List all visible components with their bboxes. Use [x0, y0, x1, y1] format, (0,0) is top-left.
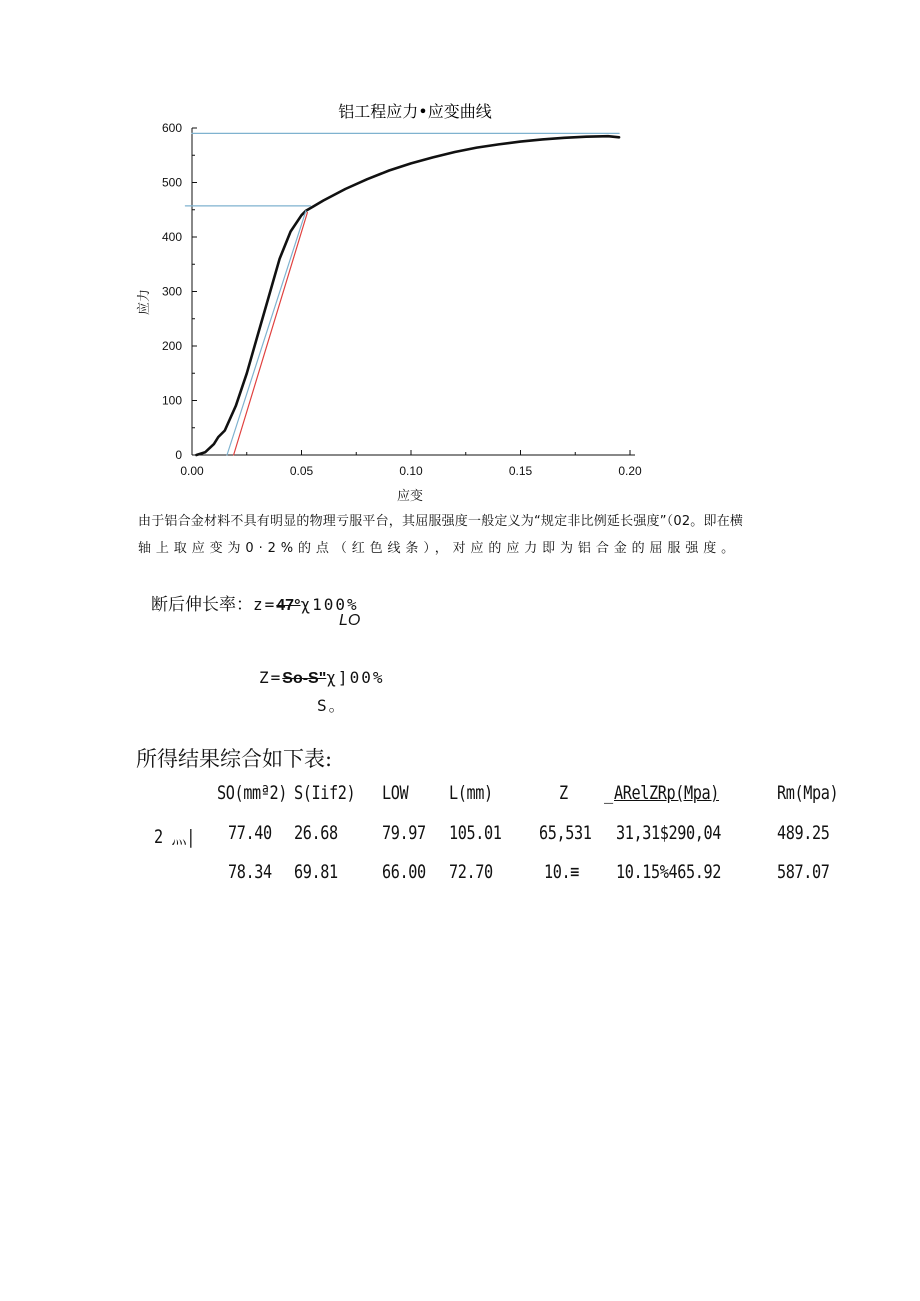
formula1-lhs: z=	[253, 595, 277, 614]
row-1-label: 2 灬|	[154, 826, 196, 848]
elongation-label: 断后伸长率：	[151, 595, 253, 615]
x-tick-label: 0.10	[399, 464, 423, 478]
header-l0: LOW	[382, 782, 409, 804]
formula1-numerator: 47°	[276, 597, 301, 614]
formula1-denominator: LO	[339, 612, 361, 629]
header-a-rel-rp-text: ARelZRp(Mpa)	[614, 782, 720, 804]
x-tick-label: 0.20	[618, 464, 642, 478]
header-s0: SO(mmª2)	[217, 782, 288, 804]
header-z: Z	[559, 782, 568, 804]
results-title: 所得结果综合如下表:	[136, 747, 333, 771]
row-1-rm: 489.25	[777, 822, 830, 844]
formula1-rhs: χ100%	[300, 595, 359, 614]
row-1-z: 65,531	[539, 822, 592, 844]
x-axis-ticks	[180, 450, 642, 478]
paragraph-line-2: 轴上取应变为0·2%的点（红色线条），对应的应力即为铝合金的屈服强度。	[138, 541, 740, 556]
row-1-l0: 79.97	[382, 822, 426, 844]
row-2-s0: 78.34	[228, 861, 272, 883]
row-2-a-rel-rp: 10.15%465.92	[616, 861, 722, 883]
elastic-fit-line	[227, 211, 306, 455]
formula2-denominator: S。	[317, 696, 347, 715]
row-2-z: 10.≡	[544, 861, 580, 883]
y-tick-label: 600	[161, 121, 182, 135]
y-tick-label: 300	[161, 284, 182, 299]
y-tick-label: 200	[161, 339, 182, 353]
y-tick-label: 100	[161, 393, 182, 408]
x-tick-label: 0.00	[180, 464, 204, 478]
row-1-a-rel-rp: 31,31$290,04	[616, 822, 722, 844]
stress-strain-chart	[120, 90, 660, 510]
row-1-l: 105.01	[449, 822, 502, 844]
plot-frame	[192, 128, 635, 455]
row-1-s: 26.68	[294, 822, 338, 844]
y-axis-label: 应力	[137, 288, 152, 316]
x-tick-label: 0.15	[508, 464, 533, 478]
header-underscore: _	[604, 782, 613, 804]
header-rm: Rm(Mpa)	[777, 782, 839, 804]
header-l: L(mm)	[449, 782, 493, 804]
elongation-formula	[151, 590, 359, 615]
x-tick-label: 0.05	[289, 464, 314, 478]
row-2-rm: 587.07	[777, 861, 830, 883]
header-s: S(Iif2)	[294, 782, 356, 804]
y-tick-label: 400	[161, 230, 182, 244]
offset-yield-line	[234, 213, 308, 456]
row-2-s: 69.81	[294, 861, 338, 883]
row-2-l0: 66.00	[382, 861, 426, 883]
series-group	[185, 133, 619, 455]
paragraph-line-1: 由于铝合金材料不具有明显的物理亏服平台，其屈服强度一般定义为“规定非比例延长强度”（02。即在横	[138, 514, 744, 529]
row-1-s0: 77.40	[228, 822, 272, 844]
y-tick-label: 0	[175, 448, 182, 462]
row-2-l: 72.70	[449, 861, 493, 883]
formula2-rhs: χ]00%	[326, 668, 385, 687]
stress-strain-curve	[196, 136, 619, 455]
y-tick-label: 500	[161, 175, 182, 190]
formula2-numerator: So-S"	[282, 670, 327, 687]
formula2-lhs: Z=	[259, 668, 283, 687]
chart-title: 铝工程应力•应变曲线	[338, 102, 492, 121]
reduction-formula	[259, 668, 384, 688]
header-a-rel-rp	[614, 782, 719, 804]
x-axis-label: 应变	[396, 489, 424, 504]
